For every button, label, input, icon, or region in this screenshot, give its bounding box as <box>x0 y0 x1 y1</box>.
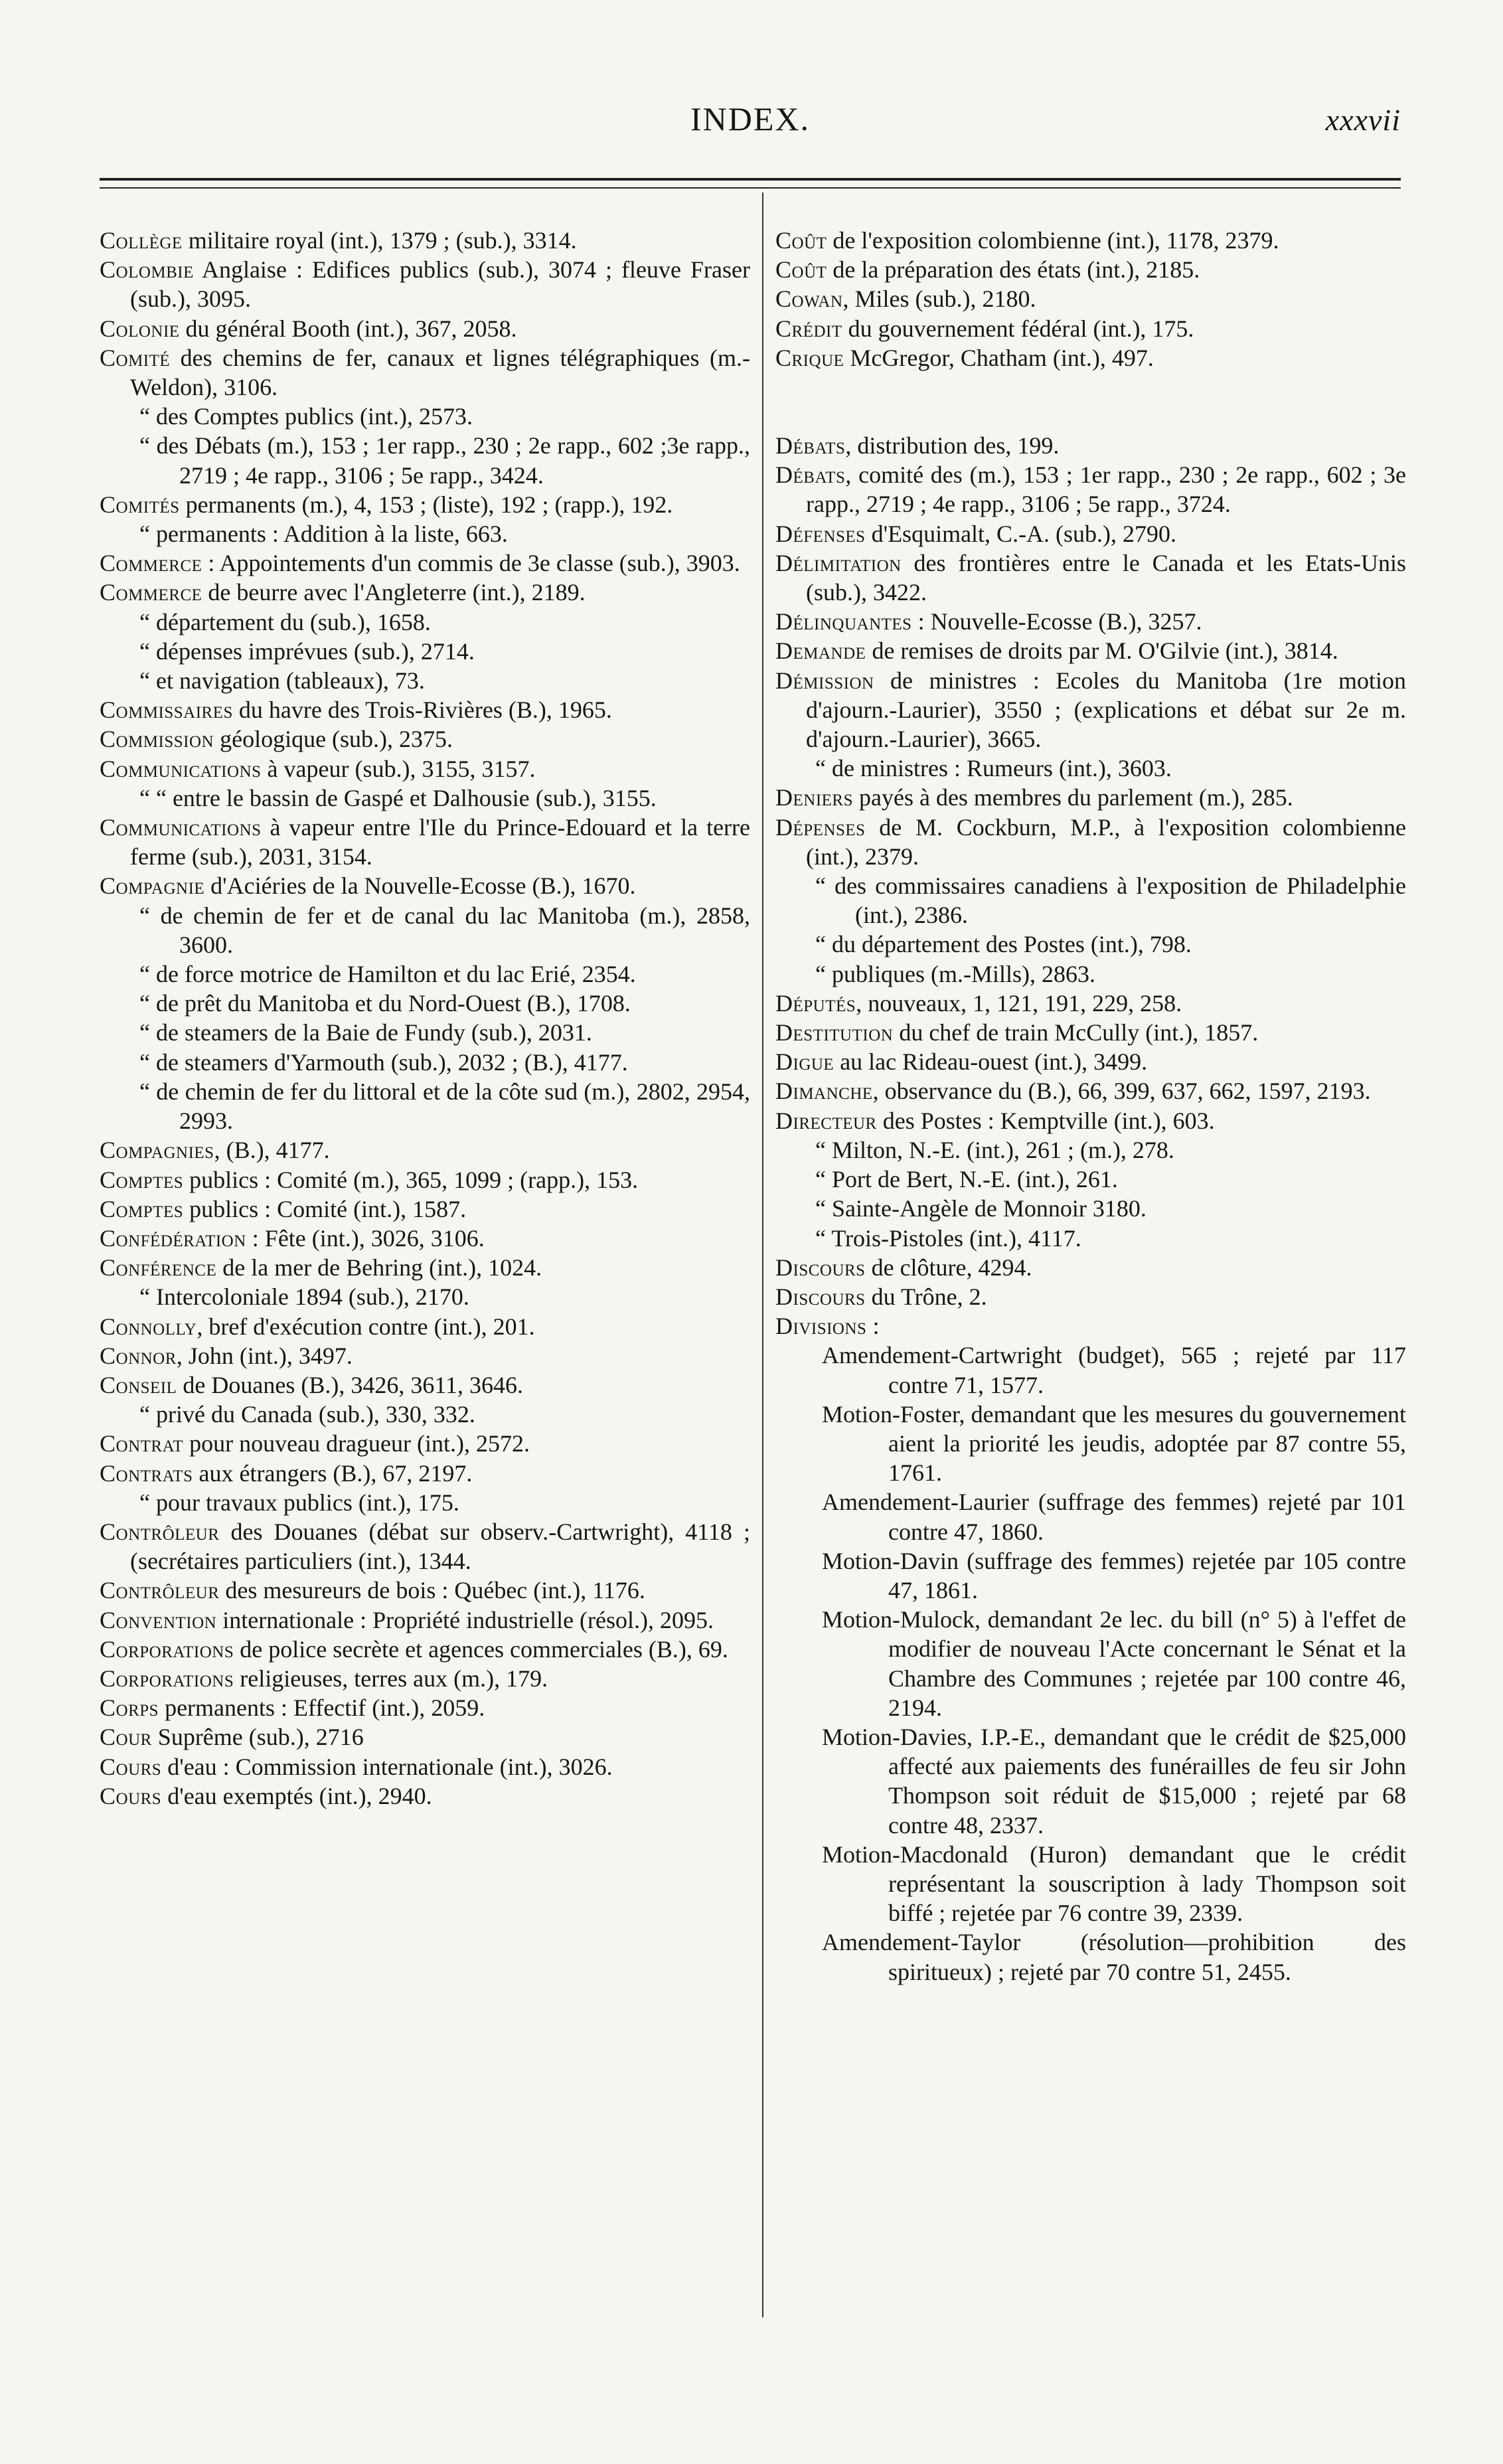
index-entry <box>100 1429 750 1458</box>
index-entry <box>100 226 750 255</box>
entry-heading: Commission <box>100 726 214 753</box>
entry-heading: Coût <box>775 227 827 254</box>
entry-heading: Collège <box>100 227 183 254</box>
index-entry <box>100 1341 750 1370</box>
entry-text: des mesureurs de bois : Québec (int.), 1176. <box>219 1577 645 1604</box>
page-number: xxxvii <box>1325 103 1401 137</box>
left-column <box>100 226 750 1811</box>
index-entry <box>775 343 1406 372</box>
entry-text: “ département du (sub.), 1658. <box>139 608 431 635</box>
entry-text: publics : Comité (m.), 365, 1099 ; (rapp.), 153. <box>183 1166 639 1193</box>
index-entry <box>775 783 1406 812</box>
index-entry <box>100 343 750 402</box>
index-entry <box>100 1282 750 1311</box>
index-entry <box>100 255 750 313</box>
entry-heading: Comptes <box>100 1195 184 1222</box>
index-entry <box>775 1400 1406 1488</box>
entry-text: de beurre avec l'Angleterre (int.), 2189. <box>202 579 586 606</box>
entry-text: de police secrète et agences commerciales (B.), 69. <box>234 1635 728 1663</box>
entry-text: à vapeur entre l'Ile du Prince-Edouard et la terre ferme (sub.), 2031, 3154. <box>130 814 750 870</box>
index-entry <box>100 548 750 578</box>
index-entry <box>100 637 750 666</box>
entry-text: des Douanes (débat sur observ.-Cartwright), 4118 ; (secrétaires particuliers (int.), 1344. <box>130 1518 750 1575</box>
entry-heading: Défenses <box>775 520 866 547</box>
entry-text: de ministres : Ecoles du Manitoba (1re motion d'ajourn.-Laurier), 3550 ; (explications et débat sur 2e m. d'ajourn.-Laurier), 3665. <box>806 667 1406 753</box>
entry-heading: Comité <box>100 344 171 371</box>
entry-heading: Connor <box>100 1342 177 1369</box>
entry-heading: Contrôleur <box>100 1518 220 1545</box>
index-entry <box>775 1253 1406 1282</box>
entry-text: pour nouveau dragueur (int.), 2572. <box>183 1430 530 1457</box>
entry-text: , bref d'exécution contre (int.), 201. <box>197 1313 535 1340</box>
entry-text: “ Trois-Pistoles (int.), 4117. <box>815 1224 1081 1252</box>
index-entry <box>775 1311 1406 1341</box>
entry-text: Motion-Foster, demandant que les mesures du gouvernement aient la priorité les jeudis, adoptée par 87 contre 55, 1761. <box>822 1400 1406 1487</box>
index-entry <box>775 959 1406 989</box>
index-entry <box>775 1106 1406 1135</box>
entry-heading: Contrôleur <box>100 1577 220 1604</box>
entry-text: , observance du (B.), 66, 399, 637, 662, 1597, 2193. <box>872 1078 1371 1105</box>
entry-text: “ de steamers de la Baie de Fundy (sub.), 2031. <box>139 1019 592 1046</box>
entry-text: de M. Cockburn, M.P., à l'exposition colombienne (int.), 2379. <box>806 813 1406 870</box>
entry-heading: Cours <box>100 1753 162 1780</box>
entry-text: “ privé du Canada (sub.), 330, 332. <box>139 1401 475 1428</box>
entry-text: , comité des (m.), 153 ; 1er rapp., 230 ; 2e rapp., 602 ; 3e rapp., 2719 ; 4e rapp., 3106 ; 5e rapp., 3724. <box>806 461 1406 518</box>
entry-text: publics : Comité (int.), 1587. <box>183 1195 467 1222</box>
entry-heading: Cowan <box>775 286 843 313</box>
index-entry <box>100 608 750 637</box>
index-entry <box>775 1047 1406 1076</box>
entry-heading: Comptes <box>100 1166 184 1193</box>
index-entry <box>100 1664 750 1693</box>
entry-heading: Connolly <box>100 1313 197 1340</box>
index-entry <box>775 226 1406 255</box>
entry-text: , nouveaux, 1, 121, 191, 229, 258. <box>856 989 1182 1017</box>
entry-text: du gouvernement fédéral (int.), 175. <box>842 315 1194 342</box>
index-entry <box>100 1312 750 1341</box>
index-entry <box>100 959 750 989</box>
index-entry <box>100 1077 750 1135</box>
entry-text: du général Booth (int.), 367, 2058. <box>179 315 517 342</box>
entry-heading: Demande <box>775 637 866 665</box>
entry-heading: Deniers <box>775 784 853 811</box>
entry-heading: Convention <box>100 1606 217 1633</box>
entry-heading: Comités <box>100 491 180 518</box>
entry-text: d'Aciéries de la Nouvelle-Ecosse (B.), 1670. <box>204 872 636 900</box>
entry-text: Motion-Macdonald (Huron) demandant que le crédit représentant la souscription à lady Thompson soit biffé ; rejetée par 76 contre 39, 2339. <box>822 1841 1406 1927</box>
entry-text: du havre des Trois-Rivières (B.), 1965. <box>232 697 612 724</box>
entry-text: Motion-Mulock, demandant 2e lec. du bill (n° 5) à l'effet de modifier de nouveau l'Acte concernant le Sénat et la Chambre des Communes ; rejetée par 100 contre 46, 2194. <box>822 1606 1406 1721</box>
entry-text: Amendement-Cartwright (budget), 565 ; rejeté par 117 contre 71, 1577. <box>822 1342 1406 1398</box>
index-entry <box>100 989 750 1018</box>
entry-text: : Nouvelle-Ecosse (B.), 3257. <box>911 608 1202 635</box>
index-entry <box>100 1018 750 1047</box>
entry-heading: Contrats <box>100 1459 193 1487</box>
index-entry <box>100 431 750 489</box>
entry-heading: Confédération <box>100 1224 246 1252</box>
index-entry <box>775 989 1406 1018</box>
index-entry <box>775 1135 1406 1165</box>
index-entry <box>775 930 1406 959</box>
entry-heading: Discours <box>775 1283 866 1310</box>
index-entry <box>775 871 1406 930</box>
entry-text: “ de prêt du Manitoba et du Nord-Ouest (B.), 1708. <box>139 990 631 1017</box>
page-header <box>100 100 1401 159</box>
entry-text: : Appointements d'un commis de 3e classe (sub.), 3903. <box>202 550 740 577</box>
entry-text: Motion-Davin (suffrage des femmes) rejetée par 105 contre 47, 1861. <box>822 1547 1406 1603</box>
entry-text: “ Sainte-Angèle de Monnoir 3180. <box>815 1195 1147 1222</box>
index-entry <box>100 666 750 695</box>
index-entry <box>100 1400 750 1429</box>
header-rule-thick <box>100 178 1401 181</box>
index-entry <box>775 1194 1406 1223</box>
index-entry <box>775 519 1406 548</box>
index-entry <box>100 1253 750 1282</box>
entry-text: de la préparation des états (int.), 2185. <box>827 256 1200 284</box>
index-entry <box>775 1018 1406 1047</box>
header-rule-thin <box>100 187 1401 189</box>
entry-gap <box>775 396 1406 407</box>
entry-text: “ de chemin de fer et de canal du lac Manitoba (m.), 2858, 3600. <box>139 902 750 958</box>
entry-heading: Démission <box>775 667 874 694</box>
index-entry <box>775 1546 1406 1605</box>
entry-text: du chef de train McCully (int.), 1857. <box>893 1019 1259 1046</box>
entry-text: à vapeur (sub.), 3155, 3157. <box>261 755 536 782</box>
entry-text: “ de ministres : Rumeurs (int.), 3603. <box>815 755 1172 782</box>
entry-text: , Miles (sub.), 2180. <box>842 286 1036 313</box>
entry-text: Motion-Davies, I.P.-E., demandant que le crédit de $25,000 affecté aux paiements des funérailles de feu sir John Thompson soit réduit de $15,000 ; rejeté par 68 contre 48, 2337. <box>822 1723 1406 1839</box>
entry-heading: Discours <box>775 1254 866 1281</box>
entry-text: de clôture, 4294. <box>865 1254 1032 1281</box>
index-entry <box>100 1165 750 1194</box>
entry-heading: Compagnies <box>100 1137 214 1164</box>
index-entry <box>100 314 750 343</box>
entry-heading: Débats <box>775 432 846 459</box>
index-entry <box>775 1165 1406 1194</box>
index-entry <box>100 783 750 813</box>
entry-text: : <box>866 1313 880 1340</box>
index-entry <box>100 1048 750 1077</box>
entry-text: Anglaise : Edifices publics (sub.), 3074 ; fleuve Fraser (sub.), 3095. <box>130 256 750 313</box>
right-column <box>775 226 1406 1987</box>
entry-text: , John (int.), 3497. <box>176 1342 353 1369</box>
entry-text: militaire royal (int.), 1379 ; (sub.), 3314. <box>182 227 577 254</box>
entry-heading: Colombie <box>100 256 194 284</box>
entry-heading: Directeur <box>775 1107 877 1134</box>
index-entry <box>775 1722 1406 1840</box>
entry-heading: Conseil <box>100 1371 177 1398</box>
index-entry <box>100 578 750 607</box>
entry-text: “ dépenses imprévues (sub.), 2714. <box>139 637 475 665</box>
entry-text: géologique (sub.), 2375. <box>214 726 453 753</box>
index-entry <box>775 813 1406 871</box>
entry-heading: Délimitation <box>775 549 902 576</box>
entry-text: des frontières entre le Canada et les Etats-Unis (sub.), 3422. <box>806 549 1406 606</box>
entry-text: de Douanes (B.), 3426, 3611, 3646. <box>177 1371 524 1398</box>
index-entry <box>100 1635 750 1664</box>
entry-heading: Coût <box>775 256 827 284</box>
entry-heading: Colonie <box>100 315 180 342</box>
entry-text: d'eau : Commission internationale (int.), 3026. <box>161 1753 613 1780</box>
index-entry <box>100 1693 750 1722</box>
entry-text: “ Milton, N.-E. (int.), 261 ; (m.), 278. <box>815 1136 1174 1163</box>
index-entry <box>775 1076 1406 1106</box>
index-entry <box>100 871 750 900</box>
entry-text: “ permanents : Addition à la liste, 663. <box>139 521 508 548</box>
entry-heading: Destitution <box>775 1019 894 1046</box>
index-entry <box>775 666 1406 754</box>
index-entry <box>100 724 750 754</box>
entry-text: “ de chemin de fer du littoral et de la côte sud (m.), 2802, 2954, 2993. <box>139 1078 750 1135</box>
entry-text: “ de steamers d'Yarmouth (sub.), 2032 ; (B.), 4177. <box>139 1048 628 1076</box>
index-entry <box>100 901 750 959</box>
index-entry <box>775 460 1406 519</box>
index-entry <box>775 636 1406 665</box>
entry-text: Amendement-Taylor (résolution—prohibition des spiritueux) ; rejeté par 70 contre 51, 2455. <box>822 1929 1406 1985</box>
index-entry <box>100 519 750 548</box>
entry-text: “ des Débats (m.), 153 ; 1er rapp., 230 ; 2e rapp., 602 ;3e rapp., 2719 ; 4e rapp., 3106 ; 5e rapp., 3424. <box>139 432 750 489</box>
index-entry <box>100 1370 750 1400</box>
index-entry <box>775 431 1406 460</box>
index-entry <box>100 1605 750 1635</box>
entry-heading: Communications <box>100 814 262 841</box>
index-entry <box>775 754 1406 783</box>
entry-text: “ de force motrice de Hamilton et du lac Erié, 2354. <box>139 961 636 988</box>
index-entry <box>775 1840 1406 1928</box>
index-entry <box>100 402 750 431</box>
entry-heading: Commerce <box>100 550 202 577</box>
index-entry <box>100 1224 750 1253</box>
index-entry <box>100 1722 750 1752</box>
entry-text: de remises de droits par M. O'Gilvie (int.), 3814. <box>866 637 1338 665</box>
index-entry <box>775 314 1406 343</box>
index-entry <box>775 255 1406 284</box>
entry-text: “ “ entre le bassin de Gaspé et Dalhousie (sub.), 3155. <box>139 784 657 811</box>
entry-text: de la mer de Behring (int.), 1024. <box>216 1254 542 1281</box>
entry-heading: Dimanche <box>775 1078 873 1105</box>
entry-heading: Dépenses <box>775 813 866 841</box>
index-entry <box>775 1282 1406 1311</box>
entry-heading: Contrat <box>100 1430 184 1457</box>
index-entry <box>100 1459 750 1488</box>
entry-heading: Délinquantes <box>775 608 912 635</box>
entry-heading: Débats <box>775 461 846 489</box>
index-entry <box>100 1135 750 1165</box>
entry-text: Amendement-Laurier (suffrage des femmes) rejeté par 101 contre 47, 1860. <box>822 1489 1406 1545</box>
entry-heading: Cour <box>100 1724 152 1751</box>
entry-text: “ des Comptes publics (int.), 2573. <box>139 403 473 430</box>
index-entry <box>775 607 1406 636</box>
entry-text: internationale : Propriété industrielle (résol.), 2095. <box>216 1606 714 1633</box>
entry-text: “ et navigation (tableaux), 73. <box>139 667 425 695</box>
entry-heading: Divisions <box>775 1313 867 1340</box>
entry-text: du Trône, 2. <box>865 1283 987 1310</box>
entry-text: de l'exposition colombienne (int.), 1178, 2379. <box>827 227 1279 254</box>
entry-heading: Crique <box>775 344 844 371</box>
entry-text: , distribution des, 199. <box>845 432 1060 459</box>
entry-text: “ Intercoloniale 1894 (sub.), 2170. <box>139 1283 469 1311</box>
entry-heading: Communications <box>100 755 262 782</box>
entry-text: des Postes : Kemptville (int.), 603. <box>876 1107 1215 1134</box>
index-entry <box>100 1781 750 1811</box>
entry-heading: Crédit <box>775 315 842 342</box>
entry-text: religieuses, terres aux (m.), 179. <box>234 1665 548 1692</box>
entry-text: “ des commissaires canadiens à l'exposition de Philadelphie (int.), 2386. <box>815 872 1406 929</box>
entry-heading: Corps <box>100 1694 159 1722</box>
entry-heading: Corporations <box>100 1635 234 1663</box>
entry-text: “ du département des Postes (int.), 798. <box>815 931 1192 958</box>
entry-heading: Commerce <box>100 579 202 606</box>
entry-text: McGregor, Chatham (int.), 497. <box>844 344 1154 371</box>
index-entry <box>100 490 750 519</box>
page-title: INDEX. <box>690 100 811 137</box>
entry-heading: Cours <box>100 1782 162 1809</box>
index-entry <box>775 548 1406 607</box>
index-entry <box>100 1752 750 1781</box>
entry-heading: Digue <box>775 1048 834 1076</box>
index-entry <box>100 1517 750 1576</box>
entry-text: aux étrangers (B.), 67, 2197. <box>193 1459 473 1487</box>
index-entry <box>775 1487 1406 1546</box>
entry-heading: Députés <box>775 989 856 1017</box>
entry-text: : Fête (int.), 3026, 3106. <box>246 1224 485 1252</box>
entry-heading: Commissaires <box>100 697 233 724</box>
index-entry <box>775 1341 1406 1399</box>
column-divider <box>762 193 763 2317</box>
entry-text: au lac Rideau-ouest (int.), 3499. <box>834 1048 1148 1076</box>
index-entry <box>775 1224 1406 1253</box>
index-entry <box>100 1576 750 1605</box>
entry-heading: Corporations <box>100 1665 234 1692</box>
index-entry <box>100 1488 750 1517</box>
entry-text: , (B.), 4177. <box>214 1137 330 1164</box>
index-entry <box>775 1928 1406 1986</box>
entry-text: permanents (m.), 4, 153 ; (liste), 192 ; (rapp.), 192. <box>179 491 673 518</box>
entry-text: payés à des membres du parlement (m.), 285. <box>853 784 1293 811</box>
index-entry <box>775 1605 1406 1722</box>
index-entry <box>100 754 750 783</box>
entry-text: d'eau exemptés (int.), 2940. <box>161 1782 432 1809</box>
entry-text: permanents : Effectif (int.), 2059. <box>159 1694 485 1722</box>
entry-heading: Compagnie <box>100 872 205 900</box>
index-entry <box>100 813 750 871</box>
entry-text: des chemins de fer, canaux et lignes télégraphiques (m.-Weldon), 3106. <box>130 344 750 401</box>
entry-text: “ Port de Bert, N.-E. (int.), 261. <box>815 1166 1118 1193</box>
index-entry <box>775 284 1406 313</box>
entry-text: Suprême (sub.), 2716 <box>151 1724 364 1751</box>
entry-heading: Conférence <box>100 1254 217 1281</box>
entry-text: “ pour travaux publics (int.), 175. <box>139 1489 459 1516</box>
entry-text: d'Esquimalt, C.-A. (sub.), 2790. <box>865 520 1177 547</box>
entry-text: “ publiques (m.-Mills), 2863. <box>815 960 1095 987</box>
index-entry <box>100 695 750 724</box>
index-entry <box>100 1194 750 1224</box>
